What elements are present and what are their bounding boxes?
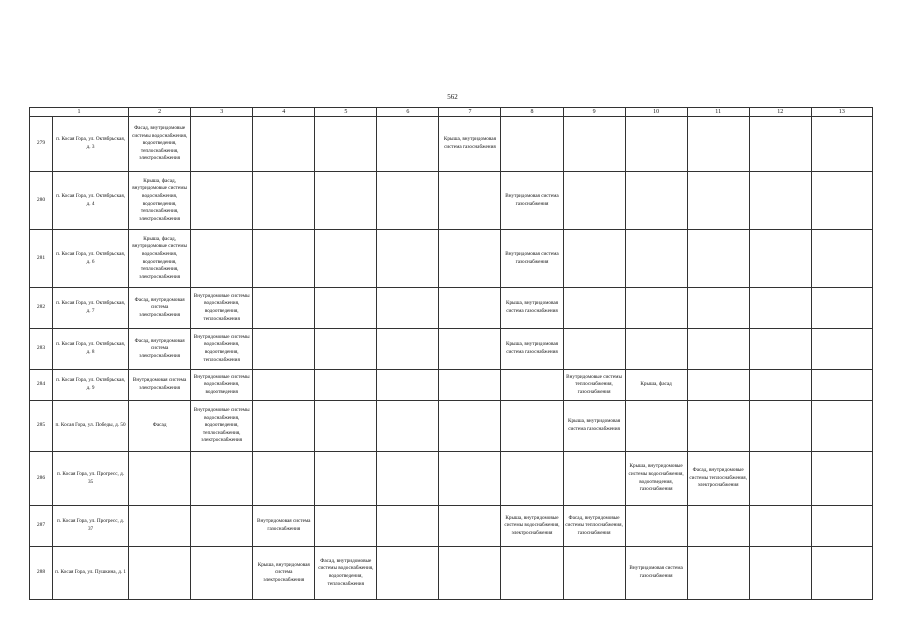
work-type-cell [377,452,439,506]
work-type-cell [191,288,253,329]
row-number: 286 [36,474,46,481]
work-type-cell [749,370,811,401]
work-type-cell [563,288,625,329]
work-type-cell [749,329,811,370]
row-number: 287 [36,522,46,529]
column-header: 3 [191,108,253,117]
row-number: 280 [36,196,46,203]
column-header: 11 [687,108,749,117]
work-type-cell [501,117,563,172]
work-type-text: Фасад, внутридомовая система электроснабжения [134,337,185,359]
work-type-cell [253,370,315,401]
work-type-cell [811,452,872,506]
work-type-text: Фасад, внутридомовая система электроснабжения [134,296,185,318]
work-type-text: Крыша, внутридомовая система газоснабжения [505,341,559,355]
row-number: 288 [36,569,46,576]
table-row [30,117,873,172]
work-type-cell [501,172,563,230]
work-type-cell [129,452,191,506]
address-text: п. Косая Гора, ул. Победы, д. 50 [55,422,126,429]
address-text: п. Косая Гора, ул. Октябрьская, д. 8 [56,341,126,355]
address-cell [53,288,129,329]
column-header: 4 [253,108,315,117]
address-cell [53,547,129,600]
column-header: 13 [811,108,872,117]
work-type-cell [749,401,811,452]
work-type-cell [315,117,377,172]
work-type-cell [563,172,625,230]
work-type-cell [749,172,811,230]
row-number-cell [30,370,53,401]
work-type-text: Внутридомовая система газоснабжения [257,518,311,532]
table-row [30,452,873,506]
work-type-text: Крыша, фасад, внутридомовые системы водоснабжения, водоотведения, теплоснабжения, электроснабжения [132,235,188,280]
work-type-cell [811,506,872,547]
work-type-cell [501,370,563,401]
row-number-cell [30,452,53,506]
work-type-cell [191,547,253,600]
work-type-cell [811,370,872,401]
work-type-cell [625,288,687,329]
row-number-cell [30,506,53,547]
work-type-cell [687,370,749,401]
work-type-cell [315,230,377,288]
work-type-cell [253,329,315,370]
work-type-cell [687,547,749,600]
work-type-cell [625,329,687,370]
work-type-text: Внутридомовая система электроснабжения [132,377,187,391]
work-type-cell [315,547,377,600]
work-type-cell [749,506,811,547]
table-row [30,506,873,547]
work-type-text: Внутридомовые системы водоснабжения, водоотведения, теплоснабжения [193,333,250,363]
work-type-cell [129,172,191,230]
address-text: п. Косая Гора, ул. Прогресс, д. 37 [57,518,125,532]
work-type-text: Внутридомовые системы теплоснабжения, газоснабжения [566,373,622,395]
address-cell [53,172,129,230]
work-type-cell [377,329,439,370]
work-type-cell [439,401,501,452]
work-type-cell [377,506,439,547]
work-type-cell [191,452,253,506]
row-number-cell [30,329,53,370]
table-row [30,230,873,288]
work-type-cell [253,230,315,288]
work-type-cell [563,370,625,401]
work-type-cell [563,547,625,600]
work-type-cell [315,288,377,329]
work-type-cell [811,547,872,600]
column-header: 1 [30,108,129,117]
work-type-text: Крыша, внутридомовая система газоснабжения [568,418,621,432]
address-text: п. Косая Гора, ул. Пушкина, д. 1 [55,569,127,576]
work-type-cell [625,452,687,506]
work-type-text: Крыша, внутридомовая система газоснабжения [443,136,496,150]
work-type-cell [377,117,439,172]
table-row [30,288,873,329]
work-type-cell [377,172,439,230]
work-type-cell [315,329,377,370]
work-type-cell [811,329,872,370]
column-header: 5 [315,108,377,117]
work-type-cell [625,230,687,288]
address-text: п. Косая Гора, ул. Октябрьская, д. 9 [56,377,126,391]
work-type-cell [439,370,501,401]
work-type-cell [129,401,191,452]
column-header: 6 [377,108,439,117]
work-type-cell [439,452,501,506]
work-type-cell [501,329,563,370]
work-type-cell [625,506,687,547]
work-type-cell [811,172,872,230]
work-type-cell [129,329,191,370]
work-type-cell [315,506,377,547]
address-text: п. Косая Гора, ул. Октябрьская, д. 6 [56,250,126,265]
work-type-cell [625,547,687,600]
work-type-cell [625,401,687,452]
work-type-cell [377,288,439,329]
work-type-cell [439,329,501,370]
column-header: 10 [625,108,687,117]
address-cell [53,329,129,370]
work-type-cell [811,401,872,452]
table-row [30,329,873,370]
work-type-cell [501,547,563,600]
work-type-cell [749,230,811,288]
column-header: 2 [129,108,191,117]
work-type-cell [625,172,687,230]
work-type-cell [749,547,811,600]
column-header: 7 [439,108,501,117]
work-type-cell [501,288,563,329]
work-type-cell [191,117,253,172]
row-number: 285 [36,422,46,429]
work-type-cell [129,117,191,172]
work-type-cell [811,117,872,172]
work-type-cell [563,117,625,172]
address-cell [53,506,129,547]
work-type-text: Внутридомовая система газоснабжения [505,250,559,265]
work-type-text: Внутридомовые системы водоснабжения, водоотведения, теплоснабжения [193,292,250,322]
work-type-cell [625,117,687,172]
row-number-cell [30,547,53,600]
address-cell [53,452,129,506]
work-type-cell [687,506,749,547]
row-number-cell [30,401,53,452]
work-type-cell [377,230,439,288]
work-type-cell [501,506,563,547]
address-text: п. Косая Гора, ул. Октябрьская, д. 7 [56,300,126,314]
work-type-cell [687,117,749,172]
work-type-cell [129,230,191,288]
work-type-cell [315,172,377,230]
work-type-cell [253,172,315,230]
work-type-cell [129,547,191,600]
work-type-cell [439,230,501,288]
work-type-cell [563,230,625,288]
work-type-cell [377,401,439,452]
work-type-cell [563,506,625,547]
work-type-cell [315,452,377,506]
work-type-cell [749,452,811,506]
row-number-cell [30,230,53,288]
work-type-text: Фасад, внутридомовые системы теплоснабжения, электроснабжения [689,467,747,489]
work-type-cell [253,452,315,506]
address-text: п. Косая Гора, ул. Октябрьская, д. 4 [56,192,126,207]
work-type-cell [501,452,563,506]
work-type-text: Крыша, фасад [640,381,672,388]
address-cell [53,370,129,401]
work-type-cell [253,547,315,600]
work-type-cell [687,401,749,452]
work-type-cell [377,547,439,600]
work-type-cell [191,230,253,288]
work-type-cell [625,370,687,401]
work-type-text: Фасад [152,422,167,429]
work-type-text: Фасад, внутридомовые системы теплоснабжения, газоснабжения [565,514,623,536]
row-number-cell [30,288,53,329]
work-type-cell [253,117,315,172]
table-row [30,401,873,452]
work-type-cell [129,370,191,401]
work-type-cell [191,329,253,370]
row-number: 281 [36,254,46,261]
address-cell [53,230,129,288]
address-text: п. Косая Гора, ул. Прогресс, д. 35 [57,470,125,485]
work-type-cell [439,288,501,329]
work-type-cell [687,329,749,370]
work-type-text: Фасад, внутридомовые системы водоснабжения, водоотведения, теплоснабжения, электроснабжения [132,125,188,162]
work-type-cell [501,401,563,452]
table-row [30,172,873,230]
work-type-cell [749,117,811,172]
work-type-cell [129,506,191,547]
work-type-cell [377,370,439,401]
work-type-cell [253,288,315,329]
work-type-text: Крыша, внутридомовые системы водоснабжения, водоотведения, газоснабжения [628,463,684,493]
work-type-text: Крыша, внутридомовая система газоснабжения [505,300,559,314]
row-number-cell [30,172,53,230]
work-type-cell [191,370,253,401]
row-number: 284 [36,381,46,388]
work-type-text: Внутридомовые системы водоснабжения, водоотведения, теплоснабжения, электроснабжения [193,407,250,444]
row-number: 279 [36,140,46,147]
column-header-row [30,108,873,117]
work-type-cell [687,172,749,230]
table-row [30,370,873,401]
work-type-cell [439,547,501,600]
work-type-cell [749,288,811,329]
work-type-cell [439,172,501,230]
work-type-text: Внутридомовые системы водоснабжения, водоотведения [193,373,250,395]
work-type-text: Крыша, внутридомовая система электроснабжения [257,561,310,583]
work-type-cell [687,230,749,288]
address-text: п. Косая Гора, ул. Октябрьская, д. 3 [56,136,126,150]
work-type-text: Внутридомовая система газоснабжения [629,565,683,579]
work-type-cell [253,401,315,452]
work-type-cell [191,506,253,547]
work-type-text: Крыша, внутридомовые системы водоснабжения, электроснабжения [504,514,560,536]
work-type-cell [687,288,749,329]
column-header: 12 [749,108,811,117]
work-type-cell [129,288,191,329]
table-row [30,547,873,600]
row-number-cell [30,117,53,172]
work-type-cell [811,230,872,288]
work-type-cell [253,506,315,547]
address-cell [53,117,129,172]
column-header: 8 [501,108,563,117]
work-type-cell [191,172,253,230]
page-number: 562 [447,93,458,101]
address-cell [53,401,129,452]
work-type-text: Крыша, фасад, внутридомовые системы водоснабжения, водоотведения, теплоснабжения, электроснабжения [132,177,188,222]
work-type-cell [315,401,377,452]
work-type-text: Внутридомовая система газоснабжения [505,192,559,207]
work-type-cell [315,370,377,401]
column-header: 9 [563,108,625,117]
repair-schedule-table [29,107,873,600]
work-type-cell [191,401,253,452]
row-number: 283 [36,345,46,352]
work-type-cell [439,117,501,172]
work-type-cell [563,401,625,452]
work-type-text: Фасад, внутридомовые системы водоснабжения, водоотведения, теплоснабжения [318,557,374,587]
row-number: 282 [36,304,46,311]
work-type-cell [501,230,563,288]
work-type-cell [563,329,625,370]
work-type-cell [439,506,501,547]
work-type-cell [687,452,749,506]
work-type-cell [563,452,625,506]
work-type-cell [811,288,872,329]
